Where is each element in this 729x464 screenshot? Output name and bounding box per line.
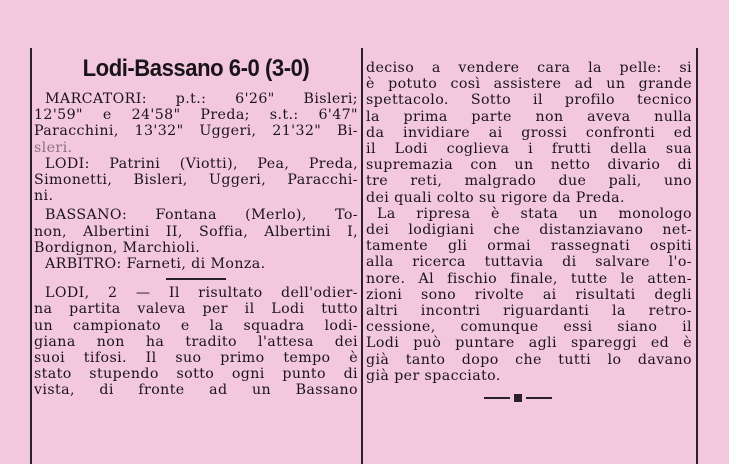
text-line: tamente gli ormai rassegnati ospiti [366,238,692,255]
text-line: zioni sono rivolte ai risultati degli [366,286,692,303]
text-line: Lodi può puntare agli spareggi ed è [366,335,692,352]
text-line: BASSANO: Fontana (Merlo), To- [45,207,358,224]
text-line: il Lodi coglieva i frutti della sua [366,141,692,158]
text-line: altri incontri riguardanti la retro- [366,303,692,320]
text-line: La ripresa è stata un monologo [377,205,692,222]
report-paragraph-2 [366,206,692,384]
column-rule-right [696,48,698,464]
text-line: ARBITRO: Farneti, di Monza. [45,256,266,273]
text-line: giana non ha tradito l'attesa dei [34,333,358,350]
text-line: Paracchini, 13'32" Uggeri, 21'32" Bi- [34,123,358,140]
text-line: non, Albertini II, Soffia, Albertini I, [34,223,358,240]
text-line: alla ricerca tuttavia di salvare l'o- [366,254,692,271]
section-divider [166,278,226,280]
text-line: sleri. [34,139,73,156]
text-line: dei lodigiani che distanziavano net- [366,222,692,239]
text-line: 12'59" e 24'58" Preda; s.t.: 6'47" [34,107,358,124]
text-line: dei quali colto su rigore da Preda. [366,189,625,206]
column-rule-middle [361,48,363,464]
text-line: è potuto così assistere ad un grande [366,76,692,93]
end-mark-bar-right [526,397,552,399]
text-line: da invidiare ai grossi confronti ed [366,124,692,141]
headline: Lodi-Bassano 6-0 (3-0) [82,55,310,82]
left-column [34,52,358,399]
text-line: supremazia con un netto divario di [366,157,692,174]
bassano-lineup-block [34,207,358,256]
text-line: nore. Al fischio finale, tutte le atten- [366,270,692,287]
text-line: LODI: Patrini (Viotti), Pea, Preda, [45,155,358,172]
end-mark-bar-left [484,397,510,399]
text-line: cessione, comunque essi siano il [366,319,692,336]
text-line: na partita valeva per il Lodi tutto [34,301,358,318]
text-line: vista, di fronte ad un Bassano [34,382,358,399]
text-line: già tanto dopo che tutti lo davano [366,351,692,368]
marcatori-block [34,91,358,156]
text-line: spettacolo. Sotto il profilo tecnico [366,92,692,109]
text-line: MARCATORI: p.t.: 6'26" Bisleri; [45,91,358,107]
end-of-article-mark [484,394,692,402]
text-line: LODI, 2 — Il risultato dell'odier- [45,285,358,302]
text-line: già per spacciato. [366,367,501,384]
arbitro-block [34,256,358,272]
text-line: ni. [34,188,54,205]
column-rule-left [30,48,32,464]
text-line: Bordignon, Marchioli. [34,239,201,256]
end-mark-square [514,394,522,402]
report-paragraph-1 [366,60,692,206]
text-line: la prima parte non aveva nulla [366,108,692,125]
text-line: deciso a vendere cara la pelle: si [366,60,692,76]
lodi-lineup-block [34,156,358,205]
right-column [366,60,692,402]
text-line: tre reti, malgrado due pali, uno [366,173,692,190]
text-line: Simonetti, Bisleri, Uggeri, Paracchi- [34,172,358,189]
text-line: stato stupendo sotto ogni punto di [34,366,358,383]
text-line: un campionato e la squadra lodi- [34,317,358,334]
report-block [34,285,358,398]
text-line: suoi tifosi. Il suo primo tempo è [34,350,358,367]
